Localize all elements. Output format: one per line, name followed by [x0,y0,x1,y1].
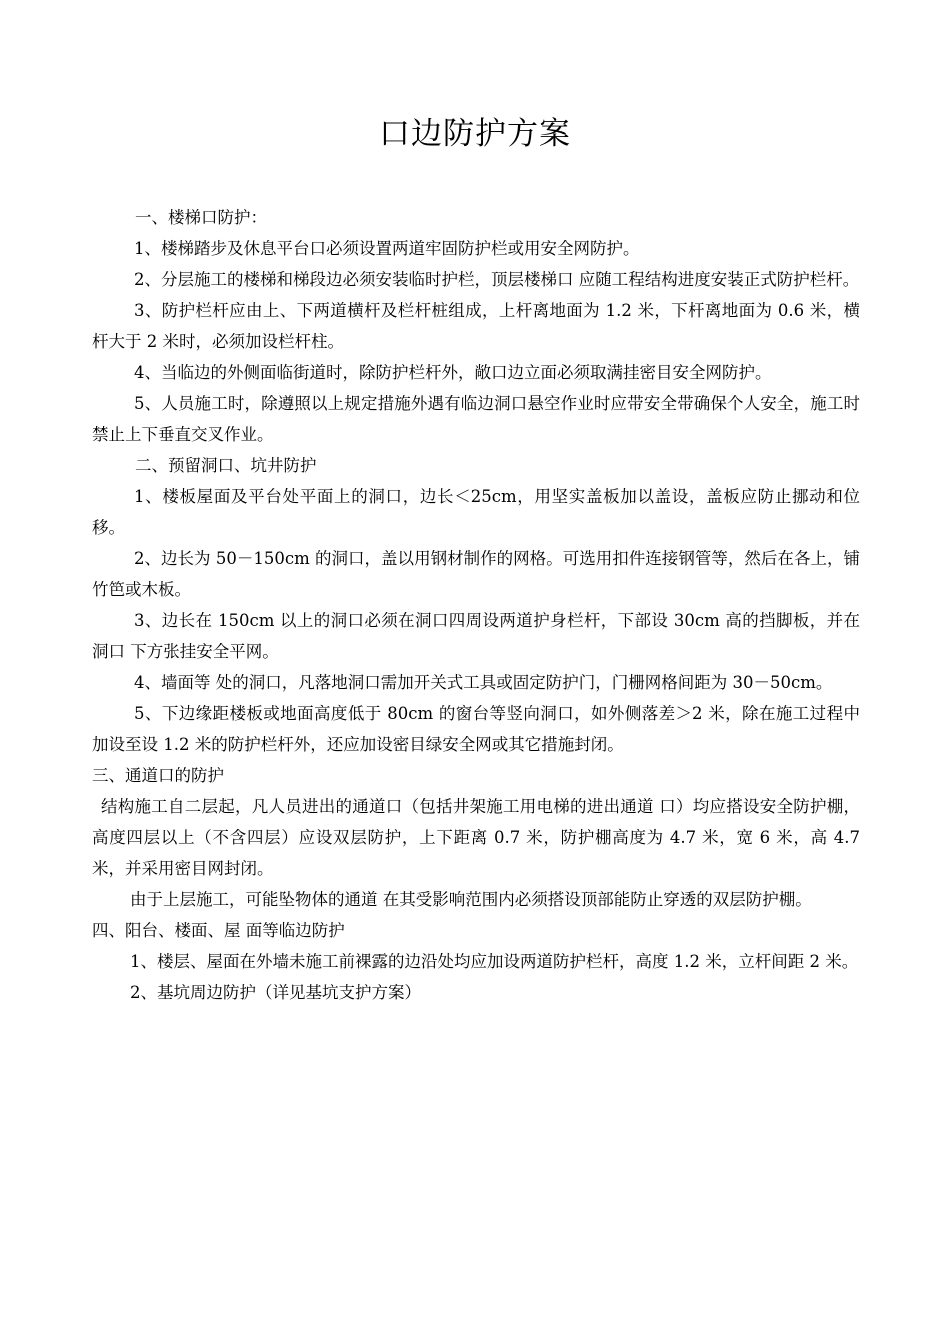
paragraph: 5、人员施工时，除遵照以上规定措施外遇有临边洞口悬空作业时应带安全带确保个人安全，施工时禁止上下垂直交叉作业。 [92,394,860,444]
section-heading-balcony: 四、阳台、楼面、屋 面等临边防护 [92,921,345,940]
document-title: 口边防护方案 [379,116,571,152]
paragraph: 结构施工自二层起，凡人员进出的通道口（包括井架施工用电梯的进出通道 口）均应搭设安全防护棚，高度四层以上（不含四层）应设双层防护，上下距离 0.7 米，防护棚高度为 4.7 米，宽 6 米，高 4.7 米，并采用密目网封闭。 [92,797,860,878]
document-body [92,202,860,1008]
section-heading-reserved-opening: 二、预留洞口、坑井防护 [135,456,317,475]
paragraph: 2、分层施工的楼梯和梯段边必须安装临时护栏，顶层楼梯口 应随工程结构进度安装正式防护栏杆。 [134,270,860,289]
paragraph: 1、楼梯踏步及休息平台口必须设置两道牢固防护栏或用安全网防护。 [134,239,640,258]
paragraph: 由于上层施工，可能坠物体的通道 在其受影响范围内必须搭设顶部能防止穿透的双层防护棚。 [130,890,812,909]
paragraph: 1、楼板屋面及平台处平面上的洞口，边长＜25cm，用坚实盖板加以盖设，盖板应防止挪动和位移。 [92,487,860,537]
paragraph: 4、墙面等 处的洞口，凡落地洞口需加开关式工具或固定防护门，门栅网格间距为 30－50cm。 [134,673,833,692]
paragraph: 3、防护栏杆应由上、下两道横杆及栏杆桩组成，上杆离地面为 1.2 米，下杆离地面为 0.6 米，横杆大于 2 米时，必须加设栏杆柱。 [92,301,860,351]
paragraph: 2、边长为 50－150cm 的洞口，盖以用钢材制作的网格。可选用扣件连接钢管等，然后在各上，铺竹笆或木板。 [92,549,860,599]
section-heading-stair-opening: 一、楼梯口防护： [135,208,267,227]
paragraph: 5、下边缘距楼板或地面高度低于 80cm 的窗台等竖向洞口，如外侧落差＞2 米，除在施工过程中加设至设 1.2 米的防护栏杆外，还应加设密目绿安全网或其它措施封闭。 [92,704,860,754]
paragraph: 4、当临边的外侧面临街道时，除防护栏杆外，敞口边立面必须取满挂密目安全网防护。 [134,363,772,382]
paragraph: 2、基坑周边防护（详见基坑支护方案） [130,983,421,1002]
section-heading-passage: 三、通道口的防护 [92,766,224,785]
paragraph: 3、边长在 150cm 以上的洞口必须在洞口四周设两道护身栏杆，下部设 30cm 高的挡脚板，并在洞口 下方张挂安全平网。 [92,611,860,661]
paragraph: 1、楼层、屋面在外墙未施工前裸露的边沿处均应加设两道防护栏杆，高度 1.2 米，立杆间距 2 米。 [130,952,859,971]
